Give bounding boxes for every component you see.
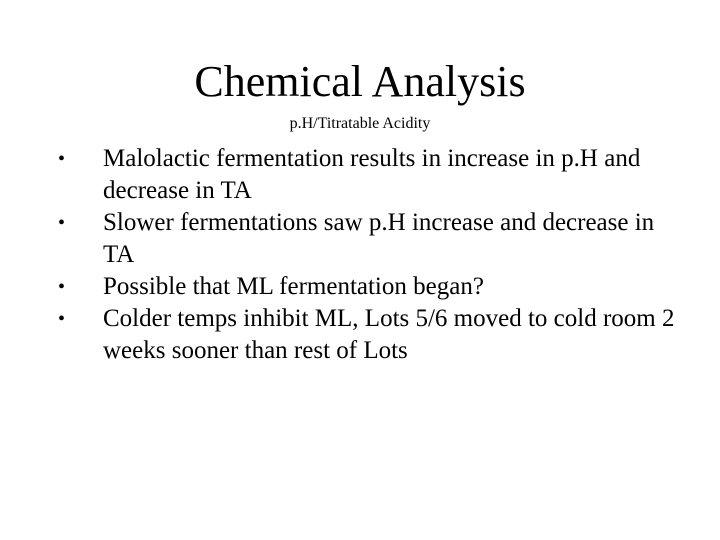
bullet-list bbox=[0, 143, 720, 367]
bullet-item bbox=[0, 303, 720, 367]
slide-subtitle: p.H/Titratable Acidity bbox=[289, 115, 431, 132]
slide-title: Chemical Analysis bbox=[194, 57, 526, 106]
bullet-text: Slower fermentations saw p.H increase and decrease in TA bbox=[103, 209, 655, 268]
bullet-item bbox=[0, 143, 720, 207]
bullet-text: Possible that ML fermentation began? bbox=[103, 273, 484, 300]
bullet-icon: • bbox=[58, 212, 66, 234]
bullet-icon: • bbox=[58, 308, 66, 330]
bullet-item bbox=[0, 271, 720, 303]
bullet-text: Colder temps inhibit ML, Lots 5/6 moved to cold room 2 weeks sooner than rest of Lots bbox=[103, 305, 675, 364]
bullet-text: Malolactic fermentation results in increase in p.H and decrease in TA bbox=[103, 145, 641, 204]
bullet-icon: • bbox=[58, 276, 66, 298]
bullet-icon: • bbox=[58, 148, 66, 170]
bullet-item bbox=[0, 207, 720, 271]
